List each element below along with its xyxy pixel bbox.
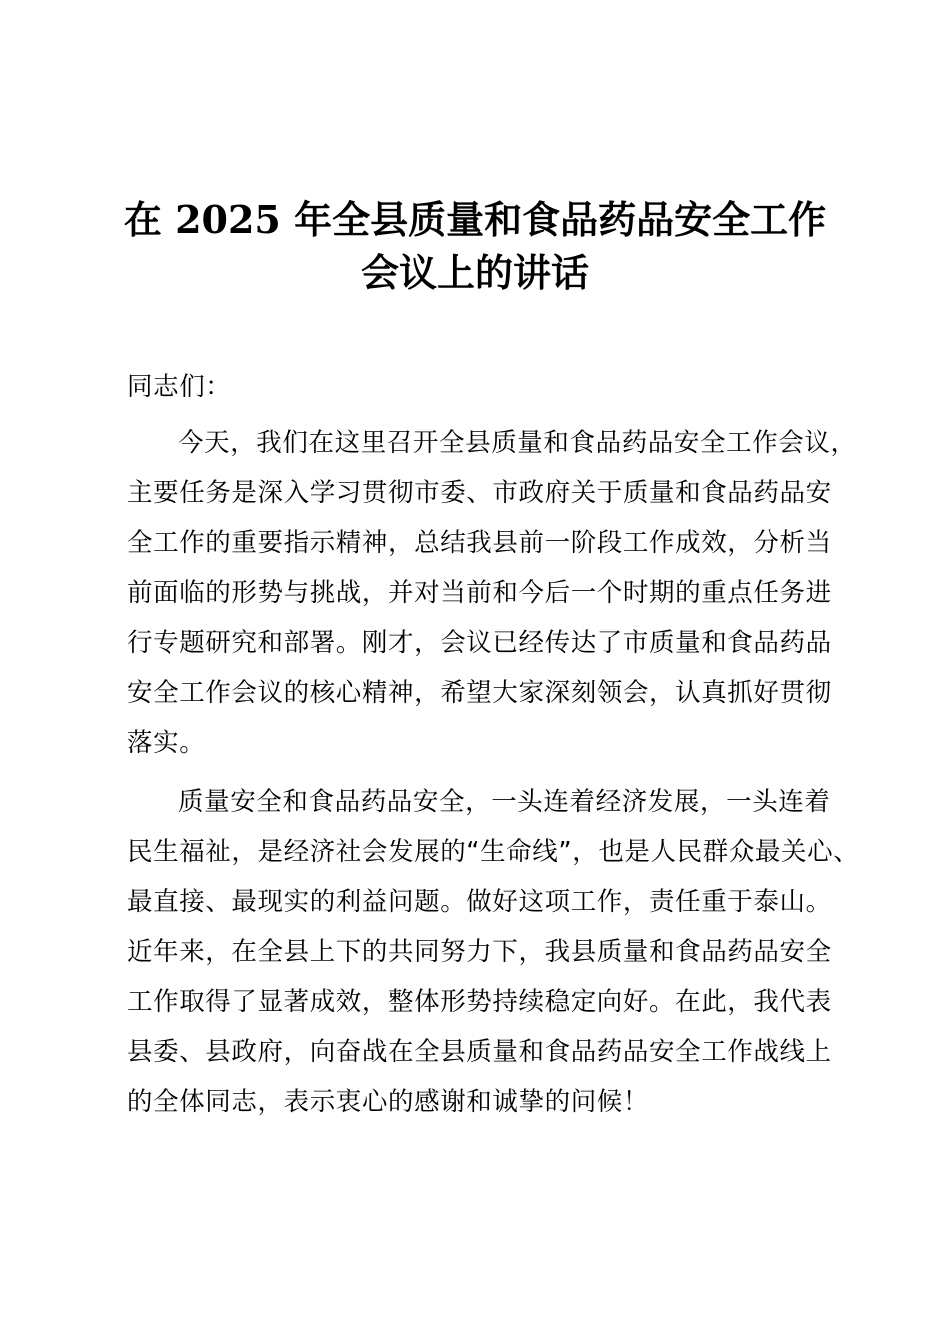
paragraph-line: 近年来，在全县上下的共同努力下，我县质量和食品药品安全 (127, 937, 832, 967)
paragraph-line: 今天，我们在这里召开全县质量和食品药品安全工作会议， (178, 428, 857, 458)
document-title-line-2: 会议上的讲话 (360, 250, 589, 295)
salutation: 同志们： (127, 372, 232, 402)
paragraph-line: 民生福祉，是经济社会发展的“生命线”，也是人民群众最关心、 (127, 837, 860, 867)
paragraph-line: 县委、县政府，向奋战在全县质量和食品药品安全工作战线上 (127, 1037, 832, 1067)
paragraph-line: 最直接、最现实的利益问题。做好这项工作，责任重于泰山。 (127, 887, 832, 917)
paragraph-line: 质量安全和食品药品安全，一头连着经济发展，一头连着 (178, 787, 831, 817)
paragraph-line: 全工作的重要指示精神，总结我县前一阶段工作成效，分析当 (127, 528, 832, 558)
paragraph-line: 工作取得了显著成效，整体形势持续稳定向好。在此，我代表 (127, 987, 832, 1017)
paragraph-line: 安全工作会议的核心精神，希望大家深刻领会，认真抓好贯彻 (127, 678, 832, 708)
document-title-line-1: 在 2025 年全县质量和食品药品安全工作 (123, 197, 827, 242)
paragraph-line: 的全体同志，表示衷心的感谢和诚挚的问候！ (127, 1087, 650, 1117)
paragraph-line: 前面临的形势与挑战，并对当前和今后一个时期的重点任务进 (127, 578, 832, 608)
paragraph-line: 行专题研究和部署。刚才，会议已经传达了市质量和食品药品 (127, 628, 832, 658)
paragraph-line: 主要任务是深入学习贯彻市委、市政府关于质量和食品药品安 (127, 478, 832, 508)
paragraph-line: 落实。 (127, 728, 206, 758)
